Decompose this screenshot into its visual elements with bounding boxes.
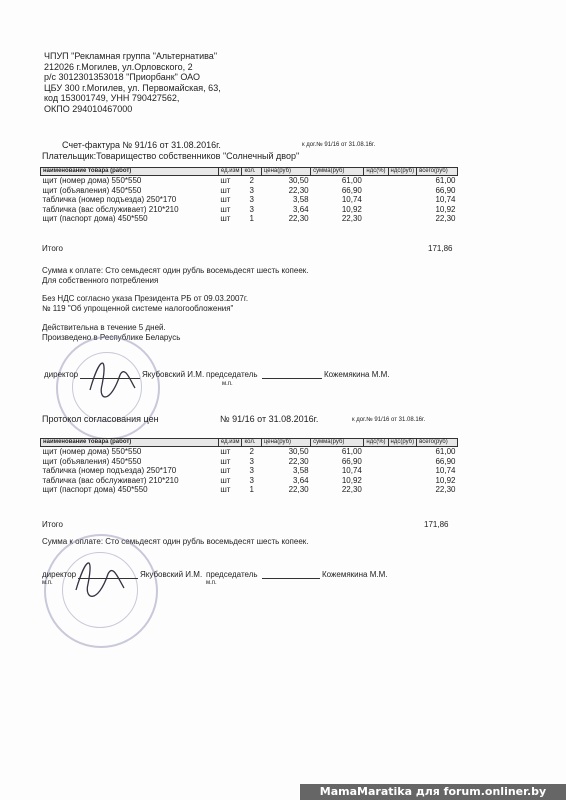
col-price: цена(руб) xyxy=(261,168,310,176)
protocol-contract: к дог.№ 91/16 от 31.08.16г. xyxy=(352,417,426,423)
chairman-sign-line xyxy=(262,378,322,379)
origin-note: Произведено в Республике Беларусь xyxy=(42,333,181,342)
purpose-note: Для собственного потребления xyxy=(42,276,159,285)
invoice-contract: к дог.№ 91/16 от 31.08.16г. xyxy=(302,142,376,148)
protocol-table xyxy=(40,438,458,495)
table-row: щит (паспорт дома) 450*550 шт 1 22,30 22,30 22,30 xyxy=(42,214,456,223)
director-label: директор xyxy=(42,570,77,579)
table-row: щит (номер дома) 550*550 шт 2 30,50 61,00 61,00 xyxy=(42,447,456,456)
invoice-table xyxy=(40,167,458,224)
protocol-title: Протокол согласования цен xyxy=(42,414,159,424)
table-row: щит (объявления) 450*550 шт 3 22,30 66,90 66,90 xyxy=(42,185,456,195)
col-unit: ед.изм xyxy=(218,168,242,176)
company-name: ЧПУП "Рекламная группа "Альтернатива" xyxy=(44,51,218,61)
seal-place-label: м.п. xyxy=(42,580,53,586)
col-total: всего(руб) xyxy=(417,168,458,176)
col-name: наименование товара (работ) xyxy=(41,168,219,176)
table-row: табличка (вас обслуживает) 210*210 шт 3 3,64 10,92 10,92 xyxy=(42,475,456,485)
col-qty: кол. xyxy=(242,168,261,176)
director-name: Якубовский И.М. xyxy=(142,370,205,379)
invoice-title: Счет-фактура № 91/16 от 31.08.2016г. xyxy=(62,140,221,150)
table-row: табличка (номер подъезда) 250*170 шт 3 3,58 10,74 10,74 xyxy=(42,195,456,204)
col-sum: сумма(руб) xyxy=(311,168,364,176)
table-row: табличка (вас обслуживает) 210*210 шт 3 3,64 10,92 10,92 xyxy=(42,204,456,214)
director-sign-line xyxy=(80,378,140,379)
total-label: Итого xyxy=(42,244,63,253)
watermark: MamaMaratika для forum.onliner.by xyxy=(300,784,566,800)
table-row: табличка (номер подъезда) 250*170 шт 3 3,58 10,74 10,74 xyxy=(42,466,456,475)
table-header-row xyxy=(41,168,458,176)
director-name: Якубовский И.М. xyxy=(140,570,203,579)
sum-in-words: Сумма к оплате: Сто семьдесят один рубль восемьдесят шесть копеек. xyxy=(42,266,309,275)
validity-note: Действительна в течение 5 дней. xyxy=(42,323,166,332)
invoice-payer: Плательщик:Товарищество собственников "Солнечный двор" xyxy=(42,151,300,161)
table-row: щит (номер дома) 550*550 шт 2 30,50 61,00 61,00 xyxy=(42,176,456,185)
seal-place-label: м.п. xyxy=(206,580,217,586)
company-okpo: ОКПО 294010467000 xyxy=(44,103,133,114)
company-address: 212026 г.Могилев, ул.Орловского, 2 xyxy=(44,61,193,72)
director-signature xyxy=(80,350,140,410)
chairman-name: Кожемякина М.М. xyxy=(324,370,390,379)
protocol-sum-in-words: Сумма к оплате: Сто семьдесят один рубль восемьдесят шесть копеек. xyxy=(42,537,309,546)
company-header xyxy=(44,51,221,114)
chairman-label: председатель xyxy=(206,370,258,379)
director-label: директор xyxy=(44,370,79,379)
table-row: щит (паспорт дома) 450*550 шт 1 22,30 22,30 22,30 xyxy=(42,485,456,494)
protocol-total-label: Итого xyxy=(42,520,63,529)
table-row: щит (объявления) 450*550 шт 3 22,30 66,90 66,90 xyxy=(42,456,456,466)
col-vat-pct: ндс(%) xyxy=(364,168,388,176)
table-header-row: наименование товара (работ) ед.изм кол. цена(руб) сумма(руб) ндс(%) ндс(руб) всего(руб) xyxy=(41,439,458,447)
vat-note-2: № 119 "Об упрощенной системе налогообложения" xyxy=(42,304,234,313)
vat-note-1: Без НДС согласно указа Президента РБ от 09.03.2007г. xyxy=(42,294,249,303)
company-codes: код 153001749, УНН 790427562, xyxy=(44,93,180,103)
chairman-label: председатель xyxy=(206,570,258,579)
col-vat-sum: ндс(руб) xyxy=(388,168,417,176)
protocol-number: № 91/16 от 31.08.2016г. xyxy=(220,414,319,424)
chairman-sign-line xyxy=(262,578,320,579)
protocol-total-value: 171,86 xyxy=(424,520,449,529)
chairman-name: Кожемякина М.М. xyxy=(322,570,388,579)
company-account: р/с 3012301353018 "Приорбанк" ОАО xyxy=(44,72,200,82)
seal-place-label: м.п. xyxy=(222,381,233,387)
company-bank: ЦБУ 300 г.Могилев, ул. Первомайская, 63, xyxy=(44,82,221,93)
director-sign-line xyxy=(78,578,138,579)
total-value: 171,86 xyxy=(428,244,453,253)
